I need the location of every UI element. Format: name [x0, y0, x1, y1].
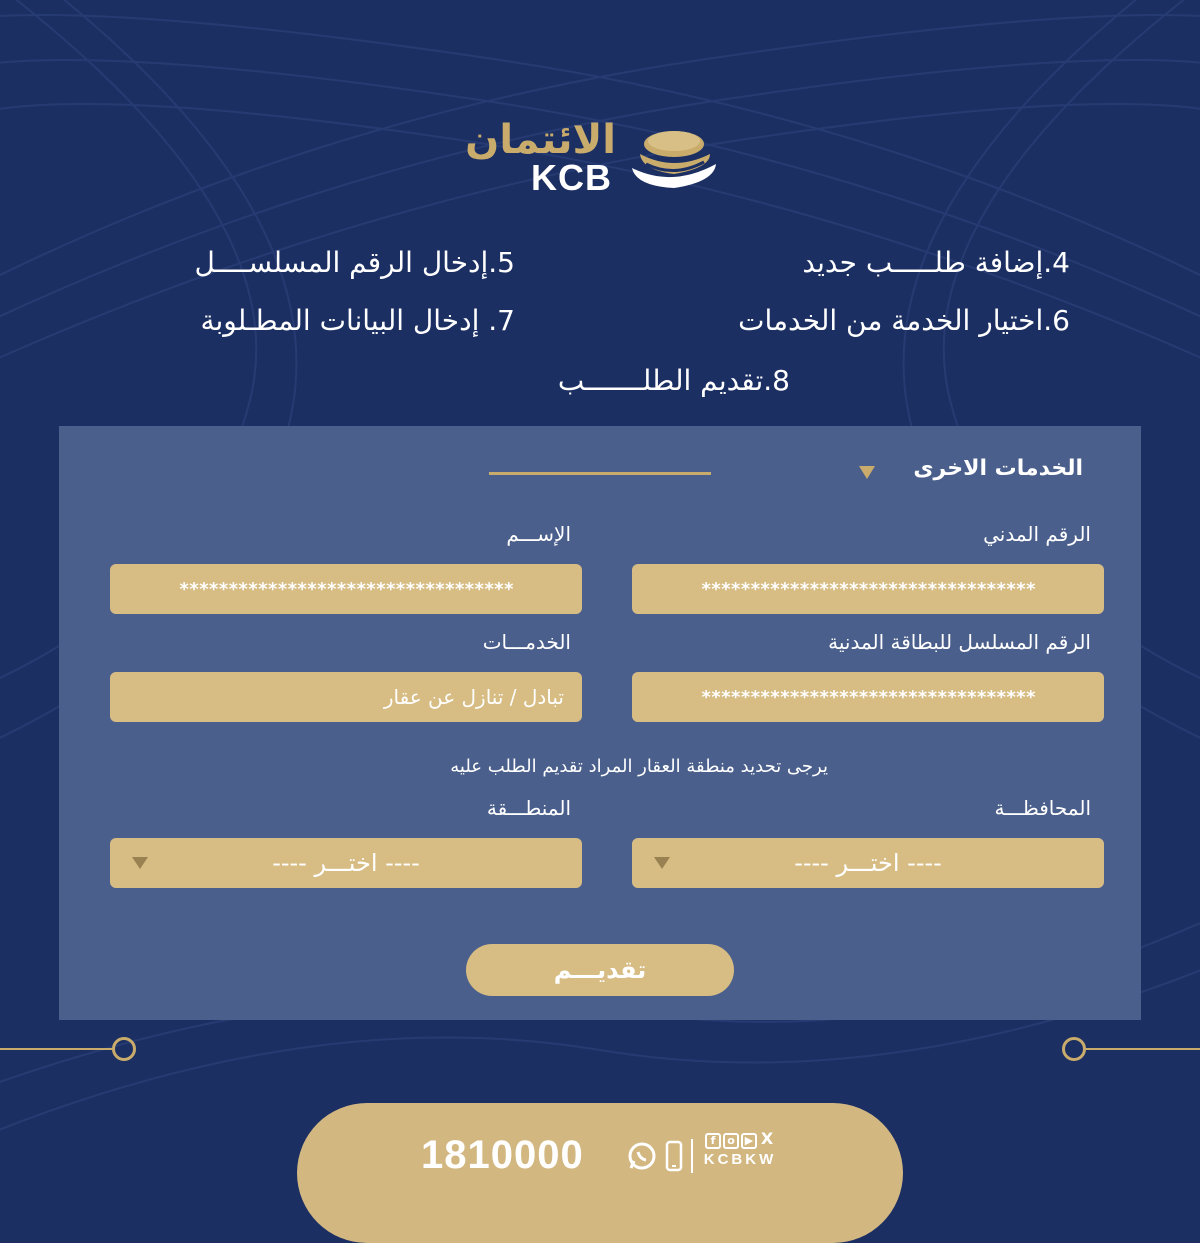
chevron-down-icon: [132, 857, 148, 869]
right-divider-line: [1086, 1048, 1200, 1050]
mobile-phone-icon[interactable]: [665, 1140, 683, 1172]
area-select-value: ---- اختـــر ----: [272, 849, 420, 877]
step-8: 8.تقديم الطلـــــــب: [557, 364, 790, 397]
civil-id-label: الرقم المدني: [983, 522, 1091, 546]
x-twitter-icon[interactable]: X: [760, 1129, 774, 1148]
area-label: المنطـــقة: [486, 796, 571, 820]
services-field[interactable]: تبادل / تنازل عن عقار: [110, 672, 582, 722]
card-serial-label: الرقم المسلسل للبطاقة المدنية: [828, 630, 1091, 654]
kcb-logo: [465, 117, 720, 198]
step-5: 5.إدخال الرقم المسلســــل: [194, 246, 515, 279]
youtube-icon[interactable]: ▶: [741, 1133, 757, 1149]
facebook-icon[interactable]: f: [705, 1133, 721, 1149]
social-links: [699, 1129, 781, 1168]
chevron-down-icon: [654, 857, 670, 869]
governorate-label: المحافظـــة: [994, 796, 1091, 820]
social-handle: KCBKW: [703, 1151, 777, 1168]
phone-number[interactable]: 1810000: [421, 1133, 584, 1177]
section-caret-icon[interactable]: [859, 466, 875, 479]
right-ring-ornament: [1062, 1037, 1086, 1061]
section-divider: [489, 472, 711, 475]
civil-id-field[interactable]: **********************************: [632, 564, 1104, 614]
whatsapp-icon[interactable]: [627, 1141, 657, 1171]
name-field[interactable]: **********************************: [110, 564, 582, 614]
name-label: الإســـم: [506, 522, 571, 546]
coins-logo-icon: [624, 124, 720, 194]
governorate-select[interactable]: [632, 838, 1104, 888]
step-6: 6.اختيار الخدمة من الخدمات: [738, 304, 1070, 337]
left-divider-line: [0, 1048, 112, 1050]
step-7: 7. إدخال البيانات المطـلوبة: [200, 304, 515, 337]
services-label: الخدمـــات: [482, 630, 571, 654]
service-form-panel: [59, 426, 1141, 1020]
logo-english-name: KCB: [531, 157, 612, 198]
left-ring-ornament: [112, 1037, 136, 1061]
contact-icons: [627, 1139, 693, 1173]
icon-divider: [691, 1139, 693, 1173]
card-serial-field[interactable]: **********************************: [632, 672, 1104, 722]
step-4: 4.إضافة طلـــــب جديد: [802, 246, 1070, 279]
contact-footer: [297, 1103, 903, 1243]
submit-button[interactable]: تقديـــم: [466, 944, 734, 996]
logo-arabic-name: الائتمان: [465, 117, 616, 163]
instagram-icon[interactable]: o: [723, 1133, 739, 1149]
region-note: يرجى تحديد منطقة العقار المراد تقديم الطلب عليه: [450, 756, 828, 777]
area-select[interactable]: [110, 838, 582, 888]
section-title[interactable]: الخدمات الاخرى: [913, 456, 1083, 481]
governorate-select-value: ---- اختـــر ----: [794, 849, 942, 877]
